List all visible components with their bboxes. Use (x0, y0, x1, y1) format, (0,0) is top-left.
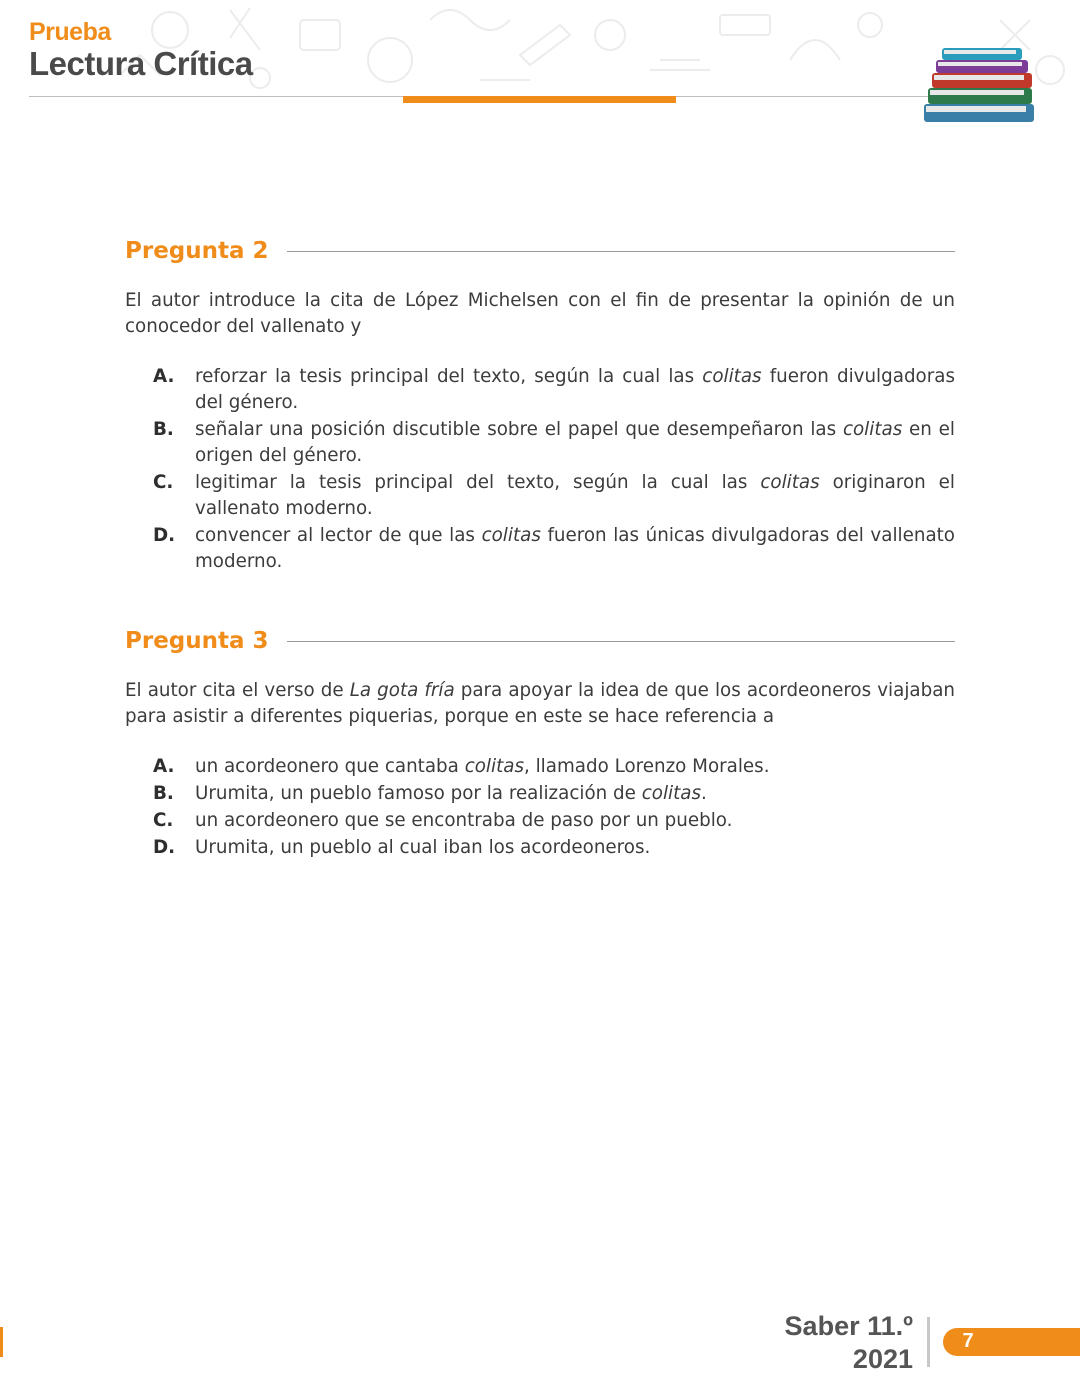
option-letter: D. (153, 525, 176, 546)
text-run: originaron el vallenato moderno. (195, 472, 955, 519)
option-letter: D. (153, 837, 176, 858)
books-stack-icon (918, 42, 1040, 132)
option-text (195, 781, 955, 807)
text-run: convencer al lector de que las (195, 525, 482, 546)
italic-run: colitas (702, 366, 762, 387)
question-rule (287, 251, 955, 252)
italic-run: colitas (760, 472, 820, 493)
italic-run: colitas (641, 783, 702, 804)
italic-run: La gota fría (349, 680, 455, 701)
question-3 (125, 626, 955, 862)
option-d[interactable] (125, 523, 955, 575)
text-run: . (701, 783, 707, 804)
italic-run: colitas (842, 419, 903, 440)
header-accent-bar (403, 96, 676, 103)
option-b[interactable] (125, 781, 955, 807)
option-text (195, 835, 955, 861)
text-run: legitimar la tesis principal del texto, según la cual las (195, 472, 761, 493)
option-letter: B. (153, 783, 174, 804)
text-run: fueron las únicas divulgadoras del vallenato moderno. (195, 525, 955, 572)
option-text (195, 417, 955, 469)
option-a[interactable] (125, 364, 955, 416)
text-run: en el origen del género. (195, 419, 955, 466)
option-text (195, 364, 955, 416)
option-text (195, 523, 955, 575)
question-heading (125, 236, 955, 266)
option-d[interactable] (125, 835, 955, 861)
footer-year: 2021 (852, 1344, 913, 1374)
option-text (195, 470, 955, 522)
option-letter: A. (153, 756, 175, 777)
option-c[interactable] (125, 470, 955, 522)
footer-exam-name (785, 1310, 913, 1376)
option-letter: C. (153, 472, 174, 493)
text-run: un acordeonero que se encontraba de paso por un pueblo. (195, 810, 733, 831)
option-b[interactable] (125, 417, 955, 469)
question-title: Pregunta 3 (125, 628, 269, 654)
option-text (195, 808, 955, 834)
header-title: Lectura Crítica (29, 45, 253, 82)
text-run: , llamado Lorenzo Morales. (523, 756, 770, 777)
question-title: Pregunta 2 (125, 238, 269, 264)
answer-options (125, 754, 955, 861)
question-heading (125, 626, 955, 656)
footer-divider (927, 1317, 930, 1367)
text-run: reforzar la tesis principal del texto, según la cual las (195, 366, 703, 387)
option-c[interactable] (125, 808, 955, 834)
page-number: 7 (962, 1330, 974, 1352)
question-2 (125, 236, 955, 576)
question-stem (125, 288, 955, 340)
text-run: El autor cita el verso de (125, 680, 350, 701)
text-run: El autor introduce la cita de López Michelsen con el fin de presentar la opinión de un conocedor del vallenato y (125, 290, 955, 337)
option-text (195, 754, 955, 780)
answer-options (125, 364, 955, 575)
option-a[interactable] (125, 754, 955, 780)
header-label: Prueba (29, 18, 111, 46)
question-rule (287, 641, 955, 642)
left-edge-mark (0, 1327, 3, 1357)
text-run: señalar una posición discutible sobre el papel que desempeñaron las (195, 419, 843, 440)
question-stem (125, 678, 955, 730)
text-run: fueron divulgadoras del género. (195, 366, 955, 413)
text-run: un acordeonero que cantaba (195, 756, 465, 777)
italic-run: colitas (464, 756, 524, 777)
option-letter: B. (153, 419, 174, 440)
italic-run: colitas (481, 525, 541, 546)
option-letter: C. (153, 810, 174, 831)
text-run: Urumita, un pueblo famoso por la realización de (195, 783, 642, 804)
page-header (0, 0, 1080, 130)
text-run: para apoyar la idea de que los acordeoneros viajaban para asistir a diferentes piquerias, porque en este se hace referencia a (125, 680, 955, 727)
footer-saber: Saber 11.º (784, 1311, 913, 1341)
option-letter: A. (153, 366, 175, 387)
text-run: Urumita, un pueblo al cual iban los acordeoneros. (195, 837, 651, 858)
